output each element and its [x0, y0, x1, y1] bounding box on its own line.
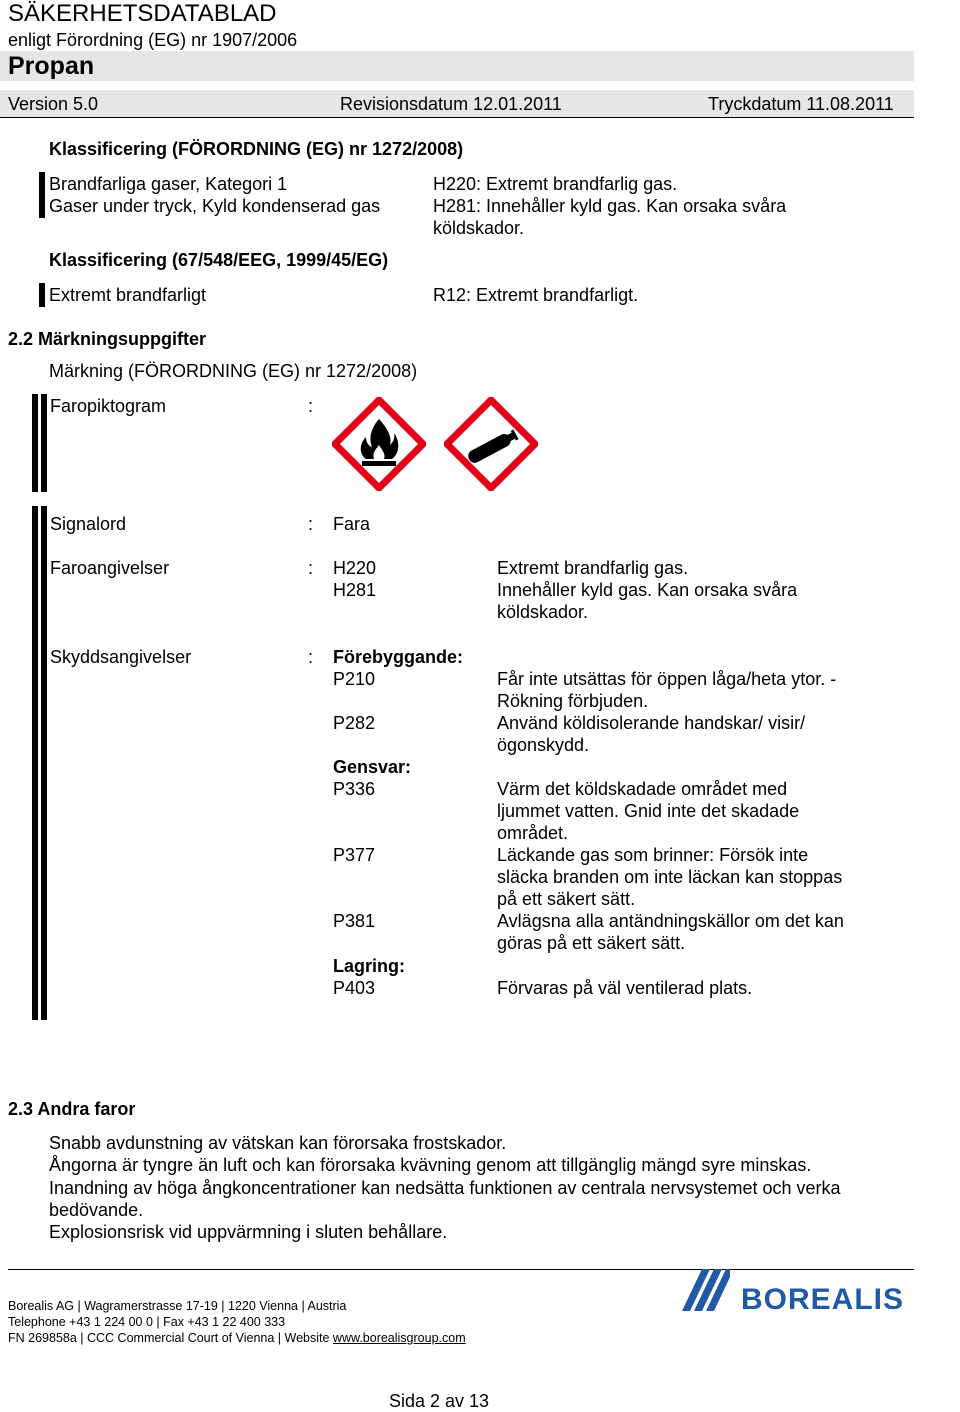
clp-classification-heading: Klassificering (FÖRORDNING (EG) nr 1272/2008): [49, 139, 464, 159]
labelling-section-heading: 2.2 Märkningsuppgifter: [8, 329, 207, 349]
hazard-code: H281: [333, 580, 377, 600]
colon: :: [308, 396, 314, 416]
change-bar: [39, 172, 45, 218]
change-bar: [39, 283, 45, 307]
precaution-text: ljummet vatten. Gnid inte det skadade: [497, 801, 800, 821]
precaution-text: Förvaras på väl ventilerad plats.: [497, 978, 753, 998]
precaution-text: Värm det köldskadade området med: [497, 779, 788, 799]
precaution-code: P377: [333, 845, 376, 865]
colon: :: [308, 558, 314, 578]
other-hazard-line: Explosionsrisk vid uppvärmning i sluten behållare.: [49, 1222, 448, 1242]
other-hazard-line: Snabb avdunstning av vätskan kan förorsaka frostskador.: [49, 1133, 507, 1153]
footer-address: Borealis AG | Wagramerstrasse 17-19 | 1220 Vienna | Austria: [8, 1299, 347, 1313]
footer-phone: Telephone +43 1 224 00 0 | Fax +43 1 22 400 333: [8, 1315, 286, 1329]
other-hazard-line: Inandning av höga ångkoncentrationer kan nedsätta funktionen av centrala nervsystemet och verka: [49, 1178, 841, 1198]
precaution-text: släcka branden om inte läckan kan stoppas: [497, 867, 843, 887]
revision-date: Revisionsdatum 12.01.2011: [340, 94, 562, 114]
precaution-text: på ett säkert sätt.: [497, 889, 636, 909]
borealis-logo-text: BOREALIS: [741, 1283, 905, 1316]
precaution-code: P381: [333, 911, 376, 931]
clp-category-2: Gaser under tryck, Kyld kondenserad gas: [49, 196, 381, 216]
regulation-subtitle: enligt Förordning (EG) nr 1907/2006: [8, 30, 298, 50]
dsd-classification-heading: Klassificering (67/548/EEG, 1999/45/EG): [49, 250, 389, 270]
response-heading: Gensvar:: [333, 757, 412, 777]
clp-statement-3: köldskador.: [433, 218, 525, 238]
dsd-category: Extremt brandfarligt: [49, 285, 207, 305]
precaution-text: Får inte utsättas för öppen låga/heta ytor. -: [497, 669, 837, 689]
dsd-statement: R12: Extremt brandfarligt.: [433, 285, 639, 305]
colon: :: [308, 647, 314, 667]
change-bar: [41, 394, 47, 492]
precaution-code: P282: [333, 713, 376, 733]
hazard-text: köldskador.: [497, 602, 589, 622]
footer-registration: [8, 1331, 466, 1345]
clp-statement-1: H220: Extremt brandfarlig gas.: [433, 174, 678, 194]
flame-pictogram-icon: [332, 397, 426, 491]
precaution-text: Rökning förbjuden.: [497, 691, 649, 711]
footer-registration-text: FN 269858a | CCC Commercial Court of Vienna | Website: [8, 1331, 333, 1345]
precaution-code: P336: [333, 779, 376, 799]
document-title: SÄKERHETSDATABLAD: [8, 0, 277, 27]
hazard-label: Faroangivelser: [50, 558, 170, 578]
page-number: Sida 2 av 13: [389, 1391, 490, 1411]
signal-word: Fara: [333, 514, 371, 534]
precaution-text: ögonskydd.: [497, 735, 590, 755]
clp-category-1: Brandfarliga gaser, Kategori 1: [49, 174, 288, 194]
change-bar: [41, 506, 47, 1020]
change-bar: [32, 394, 38, 492]
change-bar: [32, 506, 38, 1020]
version: Version 5.0: [8, 94, 99, 114]
other-hazards-heading: 2.3 Andra faror: [8, 1099, 136, 1119]
footer-rule: [8, 1269, 914, 1270]
labelling-sub-heading: Märkning (FÖRORDNING (EG) nr 1272/2008): [49, 361, 418, 381]
precaution-code: P210: [333, 669, 376, 689]
precaution-code: P403: [333, 978, 376, 998]
prevention-heading: Förebyggande:: [333, 647, 464, 667]
precaution-text: Använd köldisolerande handskar/ visir/: [497, 713, 806, 733]
signal-word-label: Signalord: [50, 514, 127, 534]
borealis-logo-icon: [680, 1267, 730, 1313]
clp-statement-2: H281: Innehåller kyld gas. Kan orsaka svåra: [433, 196, 787, 216]
other-hazard-line: Ångorna är tyngre än luft och kan förorsaka kvävning genom att tillgänglig mängd syre minskas.: [49, 1155, 812, 1175]
storage-heading: Lagring:: [333, 956, 405, 976]
pictogram-label: Faropiktogram: [50, 396, 167, 416]
website-link[interactable]: www.borealisgroup.com: [332, 1331, 466, 1345]
other-hazard-line: bedövande.: [49, 1200, 144, 1220]
header-rule: [0, 117, 914, 118]
hazard-text: Innehåller kyld gas. Kan orsaka svåra: [497, 580, 798, 600]
precaution-label: Skyddsangivelser: [50, 647, 192, 667]
product-name: Propan: [8, 52, 95, 80]
gas-cylinder-pictogram-icon: [444, 397, 538, 491]
precaution-text: Läckande gas som brinner: Försök inte: [497, 845, 809, 865]
precaution-text: området.: [497, 823, 569, 843]
hazard-text: Extremt brandfarlig gas.: [497, 558, 689, 578]
colon: :: [308, 514, 314, 534]
precaution-text: göras på ett säkert sätt.: [497, 933, 686, 953]
precaution-text: Avlägsna alla antändningskällor om det kan: [497, 911, 844, 931]
print-date: Tryckdatum 11.08.2011: [708, 94, 894, 114]
product-band: [0, 51, 914, 81]
hazard-code: H220: [333, 558, 377, 578]
